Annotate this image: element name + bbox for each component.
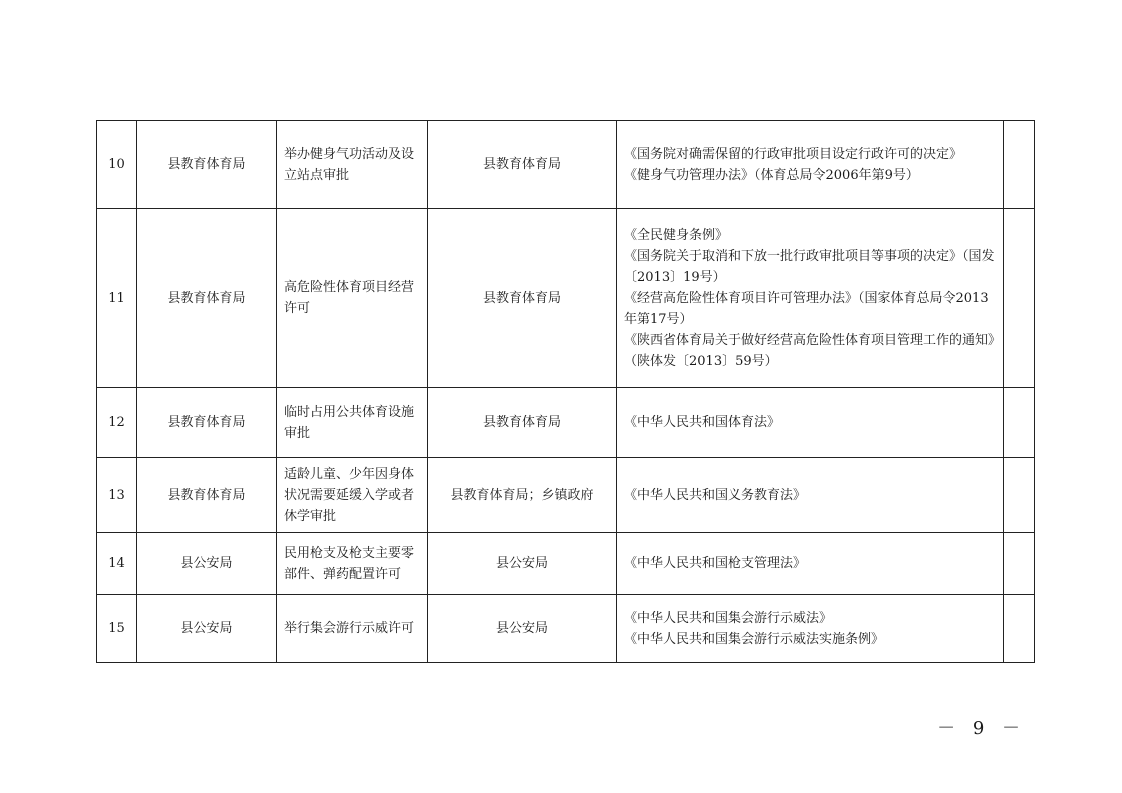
- department-cell: 县教育体育局: [137, 121, 277, 209]
- implementing-body-cell: 县教育体育局；乡镇政府: [428, 458, 617, 533]
- row-number: 12: [97, 388, 137, 458]
- department-cell: 县教育体育局: [137, 209, 277, 388]
- legal-basis-cell: [617, 121, 1004, 209]
- legal-basis-line: 《全民健身条例》: [624, 227, 729, 243]
- table-row: [97, 388, 1035, 458]
- implementing-body-cell: 县公安局: [428, 533, 617, 595]
- row-number: 13: [97, 458, 137, 533]
- page-number: － 9 －: [937, 718, 1026, 739]
- table-row: [97, 533, 1035, 595]
- legal-basis-cell: [617, 209, 1004, 388]
- legal-basis-cell: [617, 458, 1004, 533]
- department-cell: 县教育体育局: [137, 458, 277, 533]
- row-number: 10: [97, 121, 137, 209]
- legal-basis-line: 《国务院关于取消和下放一批行政审批项目等事项的决定》（国发〔2013〕19号）: [624, 248, 995, 285]
- remarks-cell: [1004, 121, 1035, 209]
- department-cell: 县公安局: [137, 533, 277, 595]
- legal-basis-cell: [617, 595, 1004, 663]
- department-cell: 县公安局: [137, 595, 277, 663]
- remarks-cell: [1004, 388, 1035, 458]
- approval-item-cell: 临时占用公共体育设施审批: [277, 388, 428, 458]
- legal-basis-line: 《国务院对确需保留的行政审批项目设定行政许可的决定》: [624, 146, 963, 162]
- implementing-body-cell: 县教育体育局: [428, 121, 617, 209]
- approval-item-cell: 高危险性体育项目经营许可: [277, 209, 428, 388]
- legal-basis-line: 《中华人民共和国义务教育法》: [624, 487, 807, 503]
- approval-item-cell: 民用枪支及枪支主要零部件、弹药配置许可: [277, 533, 428, 595]
- table-row: [97, 209, 1035, 388]
- implementing-body-cell: 县教育体育局: [428, 388, 617, 458]
- department-cell: 县教育体育局: [137, 388, 277, 458]
- approval-items-table: [96, 120, 1035, 663]
- approval-item-cell: 举行集会游行示威许可: [277, 595, 428, 663]
- implementing-body-cell: 县教育体育局: [428, 209, 617, 388]
- legal-basis-cell: [617, 533, 1004, 595]
- table-row: [97, 595, 1035, 663]
- legal-basis-line: 《中华人民共和国枪支管理法》: [624, 556, 807, 571]
- legal-basis-line: 《中华人民共和国体育法》: [624, 415, 781, 430]
- legal-basis-line: 《中华人民共和国集会游行示威法》: [624, 610, 833, 626]
- approval-item-cell: 举办健身气功活动及设立站点审批: [277, 121, 428, 209]
- remarks-cell: [1004, 533, 1035, 595]
- remarks-cell: [1004, 458, 1035, 533]
- legal-basis-line: 《中华人民共和国集会游行示威法实施条例》: [624, 631, 885, 647]
- implementing-body-cell: 县公安局: [428, 595, 617, 663]
- row-number: 15: [97, 595, 137, 663]
- legal-basis-line: 《陕西省体育局关于做好经营高危险性体育项目管理工作的通知》（陕体发〔2013〕59号）: [624, 332, 995, 369]
- remarks-cell: [1004, 209, 1035, 388]
- legal-basis-line: 《经营高危险性体育项目许可管理办法》（国家体育总局令2013年第17号）: [624, 290, 989, 327]
- legal-basis-line: 《健身气功管理办法》（体育总局令2006年第9号）: [624, 167, 919, 183]
- approval-item-cell: 适龄儿童、少年因身体状况需要延缓入学或者休学审批: [277, 458, 428, 533]
- table-row: [97, 121, 1035, 209]
- legal-basis-cell: [617, 388, 1004, 458]
- table-row: [97, 458, 1035, 533]
- row-number: 14: [97, 533, 137, 595]
- remarks-cell: [1004, 595, 1035, 663]
- row-number: 11: [97, 209, 137, 388]
